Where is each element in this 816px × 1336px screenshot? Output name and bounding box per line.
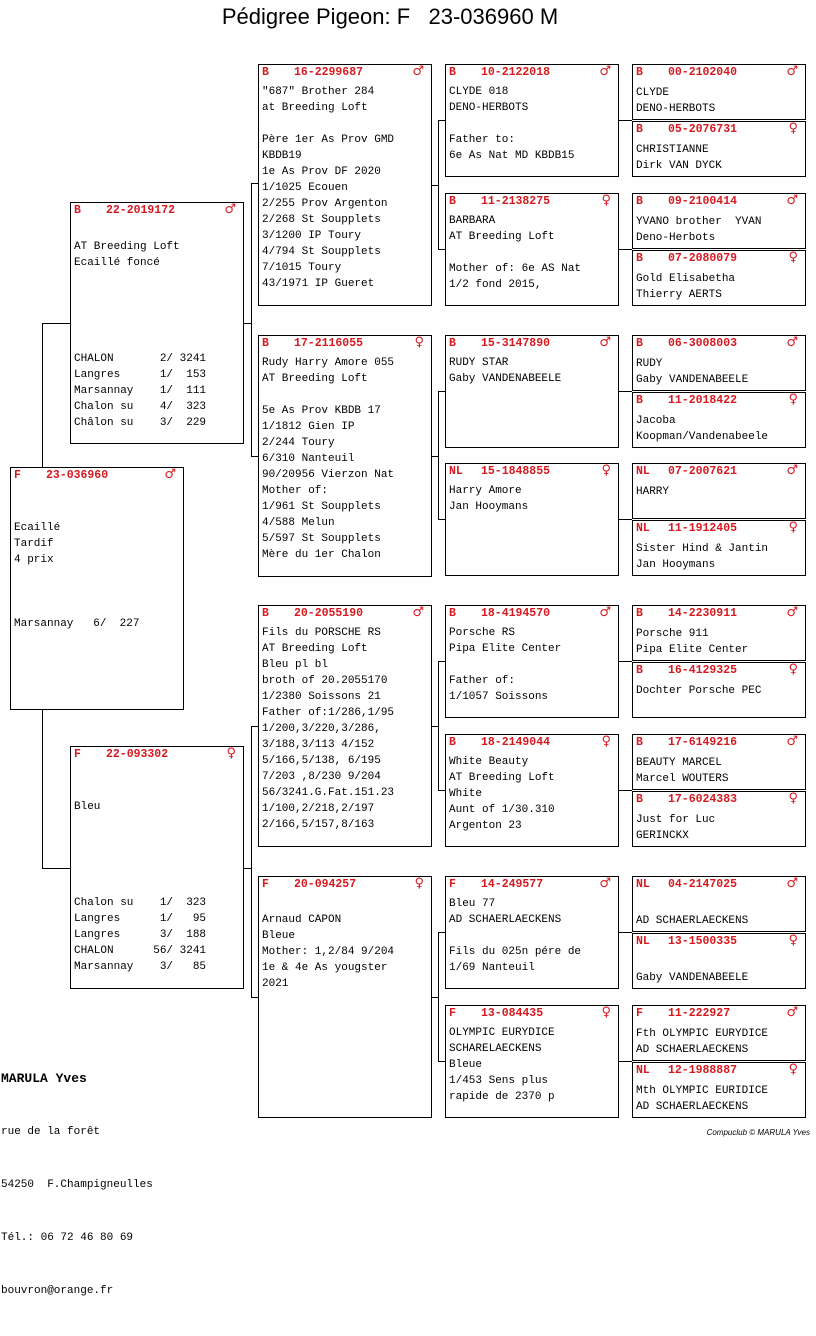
country-code: NL: [636, 465, 650, 478]
pigeon-header: [636, 793, 802, 807]
pigeon-details: Dochter Porsche PEC: [636, 685, 762, 697]
pigeon-header: [636, 878, 802, 892]
pigeon-header: [636, 664, 802, 678]
male-symbol-icon: ♂: [412, 605, 424, 620]
country-code: NL: [636, 1064, 650, 1077]
gg-grandparent-card-6: [632, 392, 806, 448]
country-code: B: [262, 337, 269, 350]
footer-credit: Compuclub © MARULA Yves: [706, 1128, 810, 1137]
connector-line: [438, 391, 445, 392]
country-code: B: [74, 204, 81, 217]
gg-grandparent-card-13: [632, 876, 806, 932]
country-code: NL: [636, 522, 650, 535]
pigeon-details: Fils du PORSCHE RS AT Breeding Loft Bleu pl bl broth of 20.2055170 1/2380 Soissons 21 Father of:1/286,1/95 1/200,3/220,3/286, 3/188,3/113 4/152 5/166,5/138, 6/195 7/203 ,8/230 9/204 56/3241.G.Fat.151.23 1/100,2/218,2/197 2/166,5/157,8/163: [262, 627, 395, 831]
connector-line: [251, 726, 252, 997]
country-code: B: [636, 736, 643, 749]
gg-grandparent-card-11: [632, 734, 806, 790]
pigeon-header: [636, 337, 802, 351]
country-code: B: [636, 664, 643, 677]
pigeon-details: Gold Elisabetha Thierry AERTS: [636, 273, 736, 301]
pigeon-header: [449, 607, 615, 621]
connector-line: [251, 726, 258, 727]
connector-line: [432, 456, 438, 457]
great-grandparent-card-8: [445, 1005, 619, 1118]
female-symbol-icon: ♀: [788, 791, 798, 806]
page-title: Pédigree Pigeon: F 23-036960 M: [221, 4, 559, 29]
great-grandparent-card-7: [445, 876, 619, 989]
ring-number: 15-3147890: [481, 337, 551, 350]
country-code: B: [262, 607, 269, 620]
breeder-info: [1, 1034, 153, 1336]
gg-grandparent-card-5: [632, 335, 806, 391]
connector-line: [42, 323, 70, 324]
country-code: B: [636, 337, 643, 350]
male-symbol-icon: ♂: [786, 876, 798, 891]
grandparent-card-2: [258, 335, 432, 577]
grandparent-card-1: [258, 64, 432, 306]
pigeon-header: [636, 123, 802, 137]
country-code: B: [449, 195, 456, 208]
pigeon-details: HARRY: [636, 486, 670, 498]
country-code: F: [262, 878, 269, 891]
connector-line: [251, 997, 258, 998]
pigeon-details: Harry Amore Jan Hooymans: [449, 485, 529, 513]
male-symbol-icon: ♂: [786, 734, 798, 749]
female-symbol-icon: ♀: [226, 746, 236, 761]
breeder-address: rue de la forêt: [1, 1126, 101, 1138]
country-code: B: [449, 736, 456, 749]
country-code: F: [74, 748, 81, 761]
ring-number: 13-1500335: [668, 935, 738, 948]
male-symbol-icon: ♂: [599, 64, 611, 79]
pigeon-details: Bleu 77 AD SCHAERLAECKENS Fils du 025n pére de 1/69 Nanteuil: [449, 898, 582, 974]
pigeon-details: YVANO brother YVAN Deno-Herbots: [636, 216, 762, 244]
pigeon-header: [74, 748, 240, 762]
pigeon-details: CHRISTIANNE Dirk VAN DYCK: [636, 144, 722, 172]
female-symbol-icon: ♀: [788, 392, 798, 407]
ring-number: 10-2122018: [481, 66, 551, 79]
pigeon-header: [636, 394, 802, 408]
ring-number: 00-2102040: [668, 66, 738, 79]
gg-grandparent-card-12: [632, 791, 806, 847]
female-symbol-icon: ♀: [414, 876, 424, 891]
pigeon-details: Sister Hind & Jantin Jan Hooymans: [636, 543, 769, 571]
ring-number: 05-2076731: [668, 123, 738, 136]
country-code: B: [449, 66, 456, 79]
ring-number: 14-2230911: [668, 607, 738, 620]
country-code: B: [636, 394, 643, 407]
male-symbol-icon: ♂: [599, 335, 611, 350]
pigeon-details: BEAUTY MARCEL Marcel WOUTERS: [636, 757, 729, 785]
connector-line: [251, 183, 252, 456]
gg-grandparent-card-16: [632, 1062, 806, 1118]
female-symbol-icon: ♀: [601, 1005, 611, 1020]
connector-line: [438, 790, 445, 791]
pigeon-details: RUDY STAR Gaby VANDENABEELE: [449, 357, 562, 385]
gg-grandparent-card-4: [632, 250, 806, 306]
pigeon-details: Porsche 911 Pipa Elite Center: [636, 628, 749, 656]
pigeon-details: CLYDE DENO-HERBOTS: [636, 87, 716, 115]
ring-number: 22-2019172: [106, 204, 176, 217]
ring-number: 20-2055190: [294, 607, 364, 620]
connector-line: [438, 120, 439, 249]
pigeon-details: Mth OLYMPIC EURIDICE AD SCHAERLAECKENS: [636, 1085, 769, 1113]
pigeon-details: OLYMPIC EURYDICE SCHARELAECKENS Bleue 1/453 Sens plus rapide de 2370 p: [449, 1027, 555, 1103]
country-code: B: [636, 793, 643, 806]
country-code: B: [636, 123, 643, 136]
grandparent-card-3: [258, 605, 432, 847]
country-code: B: [449, 607, 456, 620]
pigeon-details: RUDY Gaby VANDENABEELE: [636, 358, 749, 386]
female-symbol-icon: ♀: [601, 193, 611, 208]
pigeon-header: [74, 204, 240, 218]
male-symbol-icon: ♂: [599, 605, 611, 620]
ring-number: 22-093302: [106, 748, 169, 761]
gg-grandparent-card-9: [632, 605, 806, 661]
gg-grandparent-card-2: [632, 121, 806, 177]
ring-number: 17-6149216: [668, 736, 738, 749]
male-symbol-icon: ♂: [786, 463, 798, 478]
male-symbol-icon: ♂: [786, 64, 798, 79]
connector-line: [42, 710, 43, 868]
subject-pigeon-card: [10, 467, 184, 710]
connector-line: [42, 323, 43, 467]
ring-number: 17-2116055: [294, 337, 364, 350]
connector-line: [619, 661, 632, 662]
female-symbol-icon: ♀: [788, 1062, 798, 1077]
female-symbol-icon: ♀: [788, 121, 798, 136]
breeder-city: 54250 F.Champigneulles: [1, 1179, 153, 1191]
male-symbol-icon: ♂: [786, 335, 798, 350]
pigeon-header: [636, 522, 802, 536]
country-code: B: [636, 607, 643, 620]
pigeon-header: [636, 935, 802, 949]
connector-line: [244, 323, 251, 324]
connector-line: [251, 456, 258, 457]
pigeon-details: Porsche RS Pipa Elite Center Father of: 1/1057 Soissons: [449, 627, 562, 703]
breeder-phone: Tél.: 06 72 46 80 69: [1, 1232, 134, 1244]
pigeon-header: [449, 195, 615, 209]
breeder-email: bouvron@orange.fr: [1, 1285, 114, 1297]
country-code: B: [636, 195, 643, 208]
breeder-name: MARULA Yves: [1, 1071, 87, 1086]
pigeon-header: [262, 66, 428, 80]
connector-line: [438, 661, 445, 662]
pigeon-header: [636, 1007, 802, 1021]
connector-line: [432, 726, 438, 727]
connector-line: [438, 249, 445, 250]
ring-number: 11-1912405: [668, 522, 738, 535]
country-code: F: [636, 1007, 643, 1020]
connector-line: [619, 519, 632, 520]
great-grandparent-card-3: [445, 335, 619, 448]
pigeon-header: [636, 607, 802, 621]
male-symbol-icon: ♂: [224, 202, 236, 217]
gg-grandparent-card-8: [632, 520, 806, 576]
male-symbol-icon: ♂: [786, 1005, 798, 1020]
pigeon-header: [636, 252, 802, 266]
pigeon-header: [449, 736, 615, 750]
connector-line: [438, 391, 439, 519]
pigeon-header: [636, 195, 802, 209]
connector-line: [619, 249, 632, 250]
ring-number: 15-1848855: [481, 465, 551, 478]
great-grandparent-card-1: [445, 64, 619, 177]
ring-number: 11-2018422: [668, 394, 738, 407]
connector-line: [619, 1061, 632, 1062]
female-symbol-icon: ♀: [788, 520, 798, 535]
ring-number: 16-4129325: [668, 664, 738, 677]
pigeon-header: [449, 66, 615, 80]
ring-number: 13-084435: [481, 1007, 544, 1020]
pigeon-details: AT Breeding Loft Ecaillé foncé: [74, 241, 180, 269]
pigeon-header: [449, 337, 615, 351]
pigeon-details: Ecaillé Tardif 4 prix Marsannay 6/ 227: [14, 522, 140, 630]
country-code: F: [14, 469, 21, 482]
connector-line: [438, 932, 445, 933]
ring-number: 23-036960: [46, 469, 109, 482]
male-symbol-icon: ♂: [164, 467, 176, 482]
connector-line: [432, 997, 438, 998]
pigeon-header: [636, 736, 802, 750]
pigeon-header: [262, 878, 428, 892]
pigeon-details: "687" Brother 284 at Breeding Loft Père 1er As Prov GMD KBDB19 1e As Prov DF 2020 1/1025 Ecouen 2/255 Prov Argenton 2/268 St Soupplets 3/1200 IP Toury 4/794 St Soupplets 7/1015 Toury 43/1971 IP Gueret: [262, 86, 395, 290]
ring-number: 17-6024383: [668, 793, 738, 806]
ring-number: 06-3008003: [668, 337, 738, 350]
pigeon-details: AD SCHAERLAECKENS: [636, 915, 749, 927]
male-symbol-icon: ♂: [786, 193, 798, 208]
ring-number: 11-2138275: [481, 195, 551, 208]
connector-line: [619, 120, 632, 121]
gg-grandparent-card-7: [632, 463, 806, 519]
grandparent-card-4: [258, 876, 432, 1118]
gg-grandparent-card-14: [632, 933, 806, 989]
connector-line: [438, 661, 439, 790]
pigeon-header: [14, 469, 180, 483]
connector-line: [438, 519, 445, 520]
connector-line: [438, 932, 439, 1061]
pigeon-details: Arnaud CAPON Bleue Mother: 1,2/84 9/204 1e & 4e As yougster 2021: [262, 914, 395, 990]
pigeon-header: [449, 878, 615, 892]
gg-grandparent-card-10: [632, 662, 806, 718]
ring-number: 18-4194570: [481, 607, 551, 620]
connector-line: [619, 391, 632, 392]
female-symbol-icon: ♀: [788, 662, 798, 677]
great-grandparent-card-6: [445, 734, 619, 847]
country-code: B: [262, 66, 269, 79]
country-code: NL: [636, 935, 650, 948]
race-results: Chalon su 1/ 323 Langres 1/ 95 Langres 3/ 188 CHALON 56/ 3241 Marsannay 3/ 85: [74, 897, 207, 973]
male-symbol-icon: ♂: [599, 876, 611, 891]
connector-line: [251, 183, 258, 184]
pigeon-details: Fth OLYMPIC EURYDICE AD SCHAERLAECKENS: [636, 1028, 769, 1056]
dam-card: [70, 746, 244, 989]
pigeon-details: Gaby VANDENABEELE: [636, 972, 749, 984]
pigeon-details: Rudy Harry Amore 055 AT Breeding Loft 5e As Prov KBDB 17 1/1812 Gien IP 2/244 Toury 6/310 Nanteuil 90/20956 Vierzon Nat Mother of: 1/961 St Soupplets 4/588 Melun 5/597 St Soupplets Mère du 1er Chalon: [262, 357, 395, 561]
connector-line: [619, 790, 632, 791]
connector-line: [244, 868, 251, 869]
male-symbol-icon: ♂: [786, 605, 798, 620]
country-code: NL: [449, 465, 463, 478]
connector-line: [438, 1061, 445, 1062]
country-code: B: [636, 66, 643, 79]
pigeon-details: CLYDE 018 DENO-HERBOTS Father to: 6e As Nat MD KBDB15: [449, 86, 575, 162]
female-symbol-icon: ♀: [414, 335, 424, 350]
sire-card: [70, 202, 244, 444]
connector-line: [432, 185, 438, 186]
female-symbol-icon: ♀: [601, 734, 611, 749]
female-symbol-icon: ♀: [601, 463, 611, 478]
country-code: B: [636, 252, 643, 265]
pigeon-details: BARBARA AT Breeding Loft Mother of: 6e AS Nat 1/2 fond 2015,: [449, 215, 582, 291]
pigeon-header: [262, 607, 428, 621]
pigeon-header: [636, 465, 802, 479]
connector-line: [619, 932, 632, 933]
male-symbol-icon: ♂: [412, 64, 424, 79]
pigeon-header: [636, 66, 802, 80]
pigeon-header: [636, 1064, 802, 1078]
great-grandparent-card-5: [445, 605, 619, 718]
female-symbol-icon: ♀: [788, 933, 798, 948]
ring-number: 18-2149044: [481, 736, 551, 749]
ring-number: 07-2007621: [668, 465, 738, 478]
country-code: B: [449, 337, 456, 350]
pigeon-details: White Beauty AT Breeding Loft White Aunt of 1/30.310 Argenton 23: [449, 756, 555, 832]
great-grandparent-card-4: [445, 463, 619, 576]
ring-number: 14-249577: [481, 878, 544, 891]
ring-number: 16-2299687: [294, 66, 364, 79]
country-code: F: [449, 1007, 456, 1020]
ring-number: 09-2100414: [668, 195, 738, 208]
pigeon-header: [449, 465, 615, 479]
pigeon-details: Just for Luc GERINCKX: [636, 814, 716, 842]
pigeon-details: Bleu: [74, 801, 101, 813]
pigeon-header: [262, 337, 428, 351]
connector-line: [42, 868, 70, 869]
ring-number: 12-1988887: [668, 1064, 738, 1077]
ring-number: 07-2080079: [668, 252, 738, 265]
gg-grandparent-card-3: [632, 193, 806, 249]
country-code: NL: [636, 878, 650, 891]
race-results: CHALON 2/ 3241 Langres 1/ 153 Marsannay 1/ 111 Chalon su 4/ 323 Châlon su 3/ 229: [74, 353, 207, 429]
great-grandparent-card-2: [445, 193, 619, 306]
gg-grandparent-card-15: [632, 1005, 806, 1061]
country-code: F: [449, 878, 456, 891]
pigeon-details: Jacoba Koopman/Vandenabeele: [636, 415, 769, 443]
gg-grandparent-card-1: [632, 64, 806, 120]
female-symbol-icon: ♀: [788, 250, 798, 265]
ring-number: 04-2147025: [668, 878, 738, 891]
connector-line: [438, 120, 445, 121]
pigeon-header: [449, 1007, 615, 1021]
ring-number: 20-094257: [294, 878, 357, 891]
ring-number: 11-222927: [668, 1007, 731, 1020]
